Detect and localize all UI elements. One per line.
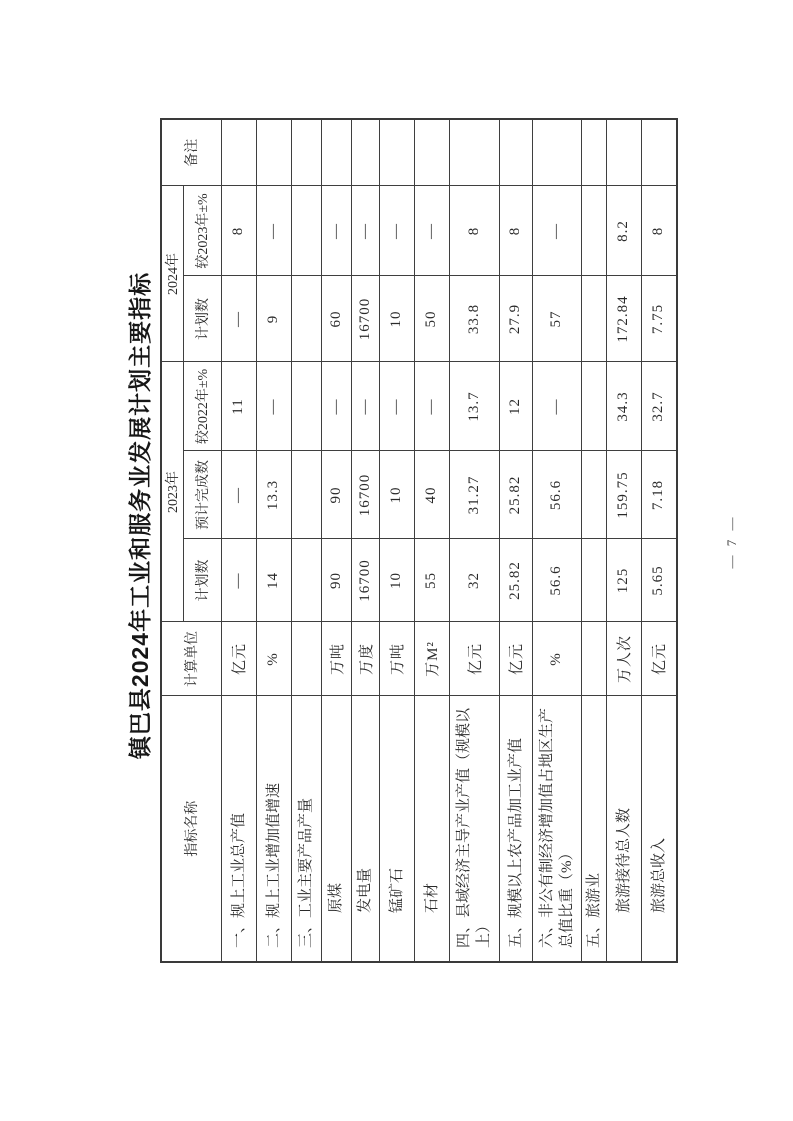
cell-2024-plan: 60 [321,276,351,362]
cell-indicator-name: 一、规上工业总产值 [221,696,256,962]
cell-remark [641,119,677,186]
page-number: — 7 — [724,514,739,569]
document-title: 镇巴县2024年工业和服务业发展计划主要指标 [127,271,153,760]
cell-2023-vs2022 [291,362,321,451]
cell-unit: 万吨 [379,622,414,696]
col-header-2023-vs2022: 较2022年±% [183,362,221,451]
col-header-2023-plan: 计划数 [183,539,221,622]
cell-2023-plan: 56.6 [532,539,581,622]
table-row [291,119,321,962]
table-row [321,119,351,962]
cell-2024-plan [581,276,606,362]
cell-2024-vs2023: — [351,186,379,276]
cell-2023-expected: 31.27 [449,451,499,539]
table-row [351,119,379,962]
cell-2023-vs2022: — [351,362,379,451]
cell-indicator-name: 发电量 [351,696,379,962]
cell-2024-plan: 10 [379,276,414,362]
cell-2023-vs2022: — [256,362,291,451]
cell-2023-expected: 16700 [351,451,379,539]
cell-2024-plan: 16700 [351,276,379,362]
cell-2023-plan [291,539,321,622]
cell-remark [606,119,641,186]
cell-2023-plan: 125 [606,539,641,622]
table-row [499,119,532,962]
cell-2024-vs2023: 8 [449,186,499,276]
cell-remark [291,119,321,186]
cell-indicator-name: 原煤 [321,696,351,962]
cell-unit: 万度 [351,622,379,696]
cell-2023-vs2022: 34.3 [606,362,641,451]
cell-unit: 万M² [414,622,449,696]
cell-2023-plan: 10 [379,539,414,622]
rotated-content [120,120,756,963]
cell-indicator-name: 锰矿石 [379,696,414,962]
cell-2023-expected: 25.82 [499,451,532,539]
table-body [221,119,677,962]
cell-2023-expected: 7.18 [641,451,677,539]
cell-unit: 亿元 [449,622,499,696]
cell-2023-expected: 159.75 [606,451,641,539]
cell-2023-plan: 14 [256,539,291,622]
cell-2024-vs2023: — [256,186,291,276]
cell-2023-vs2022: 32.7 [641,362,677,451]
cell-2024-vs2023: 8 [499,186,532,276]
cell-2023-expected [291,451,321,539]
cell-unit: 万人次 [606,622,641,696]
header-row-groups [161,119,183,962]
cell-2024-plan: 57 [532,276,581,362]
table-row [581,119,606,962]
table-row [256,119,291,962]
cell-remark [351,119,379,186]
cell-2023-plan: 90 [321,539,351,622]
cell-unit [291,622,321,696]
table-row [221,119,256,962]
cell-2024-plan: — [221,276,256,362]
cell-2024-vs2023: — [532,186,581,276]
cell-2023-plan: 32 [449,539,499,622]
table-header [161,119,221,962]
cell-indicator-name: 石材 [414,696,449,962]
cell-remark [449,119,499,186]
cell-2023-plan: 16700 [351,539,379,622]
col-header-unit: 计算单位 [161,622,221,696]
col-header-remark: 备注 [161,119,221,186]
cell-remark [499,119,532,186]
cell-unit: 亿元 [641,622,677,696]
cell-2023-vs2022: — [414,362,449,451]
cell-2023-plan: 55 [414,539,449,622]
cell-remark [256,119,291,186]
cell-unit: 万吨 [321,622,351,696]
cell-2023-vs2022: — [532,362,581,451]
cell-remark [532,119,581,186]
cell-indicator-name: 四、县域经济主导产业产值（规模以上） [449,696,499,962]
cell-remark [581,119,606,186]
cell-2024-plan: 33.8 [449,276,499,362]
table-row [641,119,677,962]
cell-unit: % [256,622,291,696]
col-header-indicator: 指标名称 [161,696,221,962]
cell-2023-expected: 10 [379,451,414,539]
cell-2024-vs2023 [581,186,606,276]
cell-indicator-name: 五、规模以上农产品加工业产值 [499,696,532,962]
cell-2024-plan: 9 [256,276,291,362]
cell-2023-expected: — [221,451,256,539]
table-row [606,119,641,962]
cell-2023-vs2022: 11 [221,362,256,451]
cell-2024-plan: 7.75 [641,276,677,362]
cell-2023-expected: 90 [321,451,351,539]
table-row [532,119,581,962]
cell-2023-expected: 13.3 [256,451,291,539]
cell-2024-plan: 50 [414,276,449,362]
cell-indicator-name: 三、工业主要产品产量 [291,696,321,962]
cell-2023-expected: 40 [414,451,449,539]
cell-remark [221,119,256,186]
cell-2023-expected [581,451,606,539]
col-group-2023: 2023年 [161,362,183,622]
indicators-table [160,118,678,963]
cell-2024-vs2023: 8 [641,186,677,276]
cell-2023-plan: 5.65 [641,539,677,622]
cell-2023-vs2022: — [379,362,414,451]
cell-2023-expected: 56.6 [532,451,581,539]
table-row [414,119,449,962]
cell-2024-vs2023: — [414,186,449,276]
col-header-2024-plan: 计划数 [183,276,221,362]
cell-indicator-name: 六、非公有制经济增加值占地区生产总值比重（%） [532,696,581,962]
col-header-2024-vs2023: 较2023年±% [183,186,221,276]
cell-2024-vs2023: 8.2 [606,186,641,276]
cell-2024-plan: 172.84 [606,276,641,362]
cell-2023-plan: 25.82 [499,539,532,622]
cell-2023-vs2022: 12 [499,362,532,451]
cell-unit: 亿元 [499,622,532,696]
cell-2023-plan [581,539,606,622]
col-header-2023-expected: 预计完成数 [183,451,221,539]
cell-remark [379,119,414,186]
cell-2023-vs2022: 13.7 [449,362,499,451]
cell-2023-vs2022: — [321,362,351,451]
cell-2024-vs2023 [291,186,321,276]
cell-remark [321,119,351,186]
cell-unit: 亿元 [221,622,256,696]
table-row [449,119,499,962]
cell-2024-vs2023: — [321,186,351,276]
cell-2023-plan: — [221,539,256,622]
cell-unit [581,622,606,696]
cell-2024-vs2023: 8 [221,186,256,276]
cell-remark [414,119,449,186]
cell-2024-plan [291,276,321,362]
cell-2024-plan: 27.9 [499,276,532,362]
col-group-2024: 2024年 [161,186,183,362]
cell-indicator-name: 二、规上工业增加值增速 [256,696,291,962]
table-row [379,119,414,962]
cell-2023-vs2022 [581,362,606,451]
cell-unit: % [532,622,581,696]
cell-indicator-name: 五、旅游业 [581,696,606,962]
cell-indicator-name: 旅游总收入 [641,696,677,962]
cell-indicator-name: 旅游接待总人数 [606,696,641,962]
cell-2024-vs2023: — [379,186,414,276]
